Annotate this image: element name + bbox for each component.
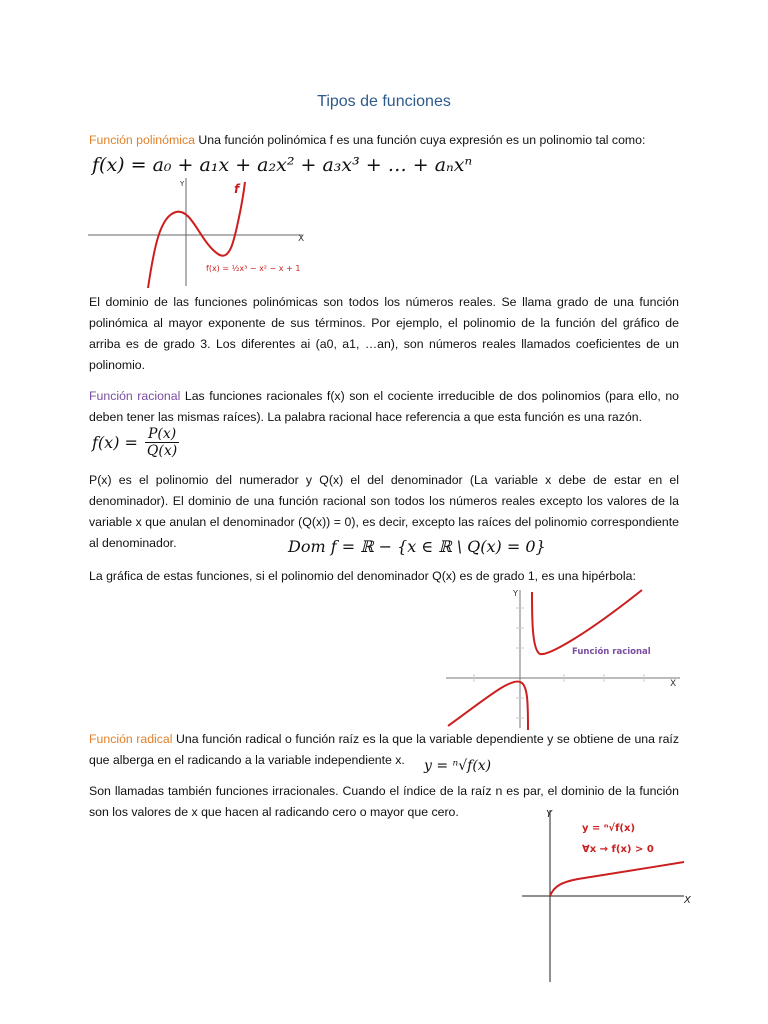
- poly-body: El dominio de las funciones polinómicas son todos los números reales. Se llama grado de una función polinómica al mayor exponente de sus términos. Por ejemplo, el polinomio de la función del gráfico de arriba es de grado 3. Los diferentes ai (a0, a1, …an), son números reales llamados coeficientes de un polinomio.: [89, 295, 679, 372]
- rational-fraction: [144, 426, 180, 459]
- poly-formula: f(x) = a₀ + a₁x + a₂x² + a₃x³ + … + aₙxⁿ: [92, 154, 473, 176]
- rational-denominator: Q(x): [146, 442, 178, 459]
- rational-intro-paragraph: [89, 386, 679, 428]
- poly-intro: Una función polinómica f es una función cuya expresión es un polinomio tal como:: [198, 133, 646, 147]
- rational-domain-formula: Dom f = ℝ − {x ∈ ℝ \ Q(x) = 0}: [288, 537, 546, 556]
- rational-formula: [92, 424, 180, 460]
- poly-x-label: X: [298, 234, 305, 244]
- radical-intro: Una función radical o función raíz es la que la variable dependiente y se obtiene de una raíz que alberga en el radicando a la variable independiente x.: [89, 732, 679, 767]
- rational-y-label: Y: [513, 589, 518, 598]
- rational-upper-branch: [532, 590, 642, 654]
- rational-formula-lhs: f(x) =: [92, 432, 138, 452]
- radical-body: Son llamadas también funciones irracionales. Cuando el índice de la raíz n es par, el dominio de la función son los valores de x que hacen al radicando cero o mayor que cero.: [89, 784, 679, 819]
- rational-graph-intro: La gráfica de estas funciones, si el polinomio del denominador Q(x) es de grado 1, es una hipérbola:: [89, 569, 636, 583]
- radical-heading: Función radical: [89, 732, 173, 746]
- poly-f-label: f: [234, 182, 240, 196]
- rational-graph-caption: Función racional: [572, 647, 651, 657]
- poly-intro-paragraph: [89, 130, 679, 151]
- page-title: Tipos de funciones: [317, 93, 451, 110]
- poly-graph-caption: f(x) = ½x³ − x² − x + 1: [206, 264, 301, 273]
- rational-ticks: [474, 608, 644, 718]
- rational-graph: [444, 588, 684, 730]
- poly-y-label: Y: [180, 180, 185, 188]
- radical-caption-1: y = ⁿ√f(x): [582, 823, 636, 834]
- radical-caption-2: ∀x → f(x) > 0: [582, 844, 654, 855]
- radical-y-label: Y: [546, 809, 553, 820]
- rational-body: P(x) es el polinomio del numerador y Q(x) el del denominador (La variable x debe de estar en el denominador). El dominio de una función racional son todos los números reales excepto los valores de la variable x que anulan el denominador (Q(x)) = 0), es decir, excepto las raíces del polinomio correspondiente al denominador.: [89, 473, 679, 550]
- radical-x-label: X: [684, 895, 691, 906]
- rational-x-label: X: [670, 679, 677, 689]
- rational-numerator: P(x): [145, 426, 179, 443]
- radical-formula: y = ⁿ√f(x): [424, 758, 492, 774]
- radical-curve: [550, 862, 684, 896]
- poly-graph: [88, 178, 318, 288]
- poly-heading: Función polinómica: [89, 133, 195, 147]
- rational-intro: Las funciones racionales f(x) son el cociente irreducible de dos polinomios (para ello, no deben tener las mismas raíces). La palabra racional hace referencia a que esta función es una razón.: [89, 389, 680, 424]
- radical-intro-paragraph: [89, 729, 679, 771]
- rational-lower-branch: [448, 682, 528, 730]
- radical-graph: [518, 804, 698, 984]
- rational-heading: Función racional: [89, 389, 181, 403]
